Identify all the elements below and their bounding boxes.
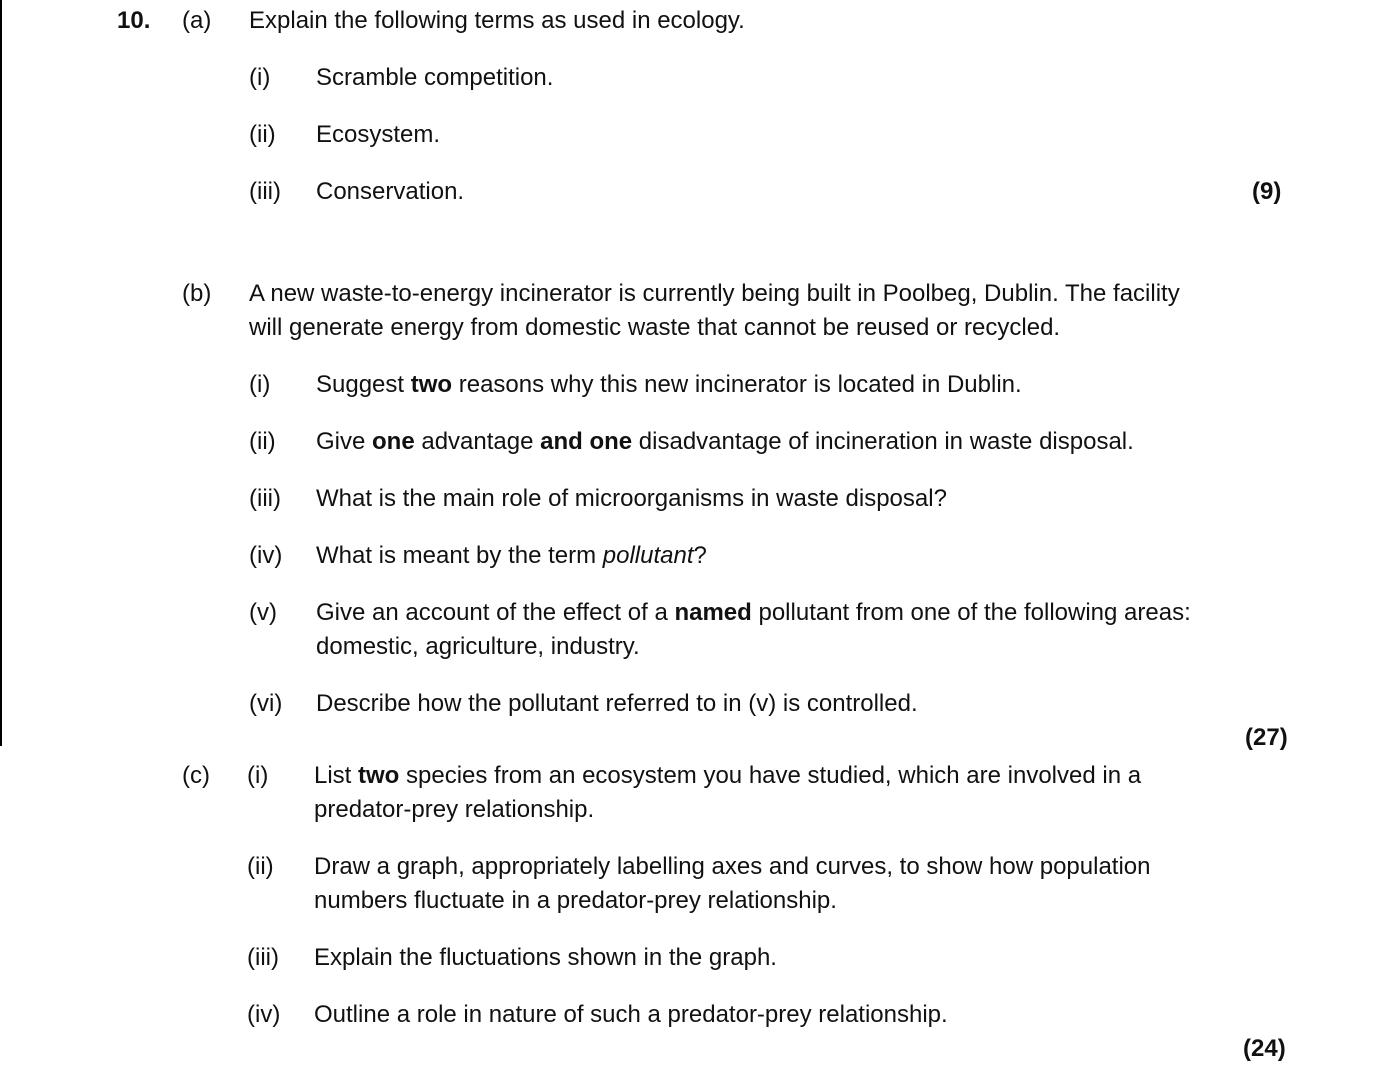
question-number: 10. (117, 7, 151, 34)
part-b-stem-line2: will generate energy from domestic waste that cannot be reused or recycled. (249, 314, 1061, 341)
part-b-i-num: (i) (249, 371, 271, 398)
part-a-label: (a) (182, 7, 212, 34)
part-b-iv-num: (iv) (249, 542, 283, 569)
part-c-i-text: List two species from an ecosystem you have studied, which are involved in a (314, 762, 1142, 789)
part-c-ii-line1: Draw a graph, appropriately labelling axes and curves, to show how population (314, 853, 1151, 880)
part-b-ii-text: Give one advantage and one disadvantage of incineration in waste disposal. (316, 428, 1134, 455)
part-c-marks: (24) (1243, 1035, 1286, 1062)
part-b-label: (b) (182, 280, 212, 307)
part-c-ii-num: (ii) (247, 853, 274, 880)
part-c-iii-text: Explain the fluctuations shown in the graph. (314, 944, 777, 971)
part-b-v-num: (v) (249, 599, 277, 626)
part-b-iii-text: What is the main role of microorganisms in waste disposal? (316, 485, 947, 512)
part-c-i-num: (i) (247, 762, 269, 789)
part-a-item-1-num: (i) (249, 64, 271, 91)
part-c-i-line2: predator-prey relationship. (314, 796, 595, 823)
part-b-i-text: Suggest two reasons why this new incinerator is located in Dublin. (316, 371, 1022, 398)
part-c-iii-num: (iii) (247, 944, 279, 971)
part-b-vi-text: Describe how the pollutant referred to in (v) is controlled. (316, 690, 918, 717)
margin-line (0, 0, 2, 746)
part-b-stem-line1: A new waste-to-energy incinerator is currently being built in Poolbeg, Dublin. The facility (249, 280, 1180, 307)
part-a-stem: Explain the following terms as used in ecology. (249, 7, 745, 34)
part-a-marks: (9) (1252, 178, 1282, 205)
part-a-item-1-text: Scramble competition. (316, 64, 554, 91)
part-b-iv-text: What is meant by the term pollutant? (316, 542, 707, 569)
part-c-ii-line2: numbers fluctuate in a predator-prey relationship. (314, 887, 837, 914)
part-c-label: (c) (182, 762, 210, 789)
part-a-item-2-num: (ii) (249, 121, 276, 148)
part-a-item-3-num: (iii) (249, 178, 281, 205)
part-b-v-line2: domestic, agriculture, industry. (316, 633, 640, 660)
part-a-item-3-text: Conservation. (316, 178, 465, 205)
part-b-vi-num: (vi) (249, 690, 283, 717)
part-b-iii-num: (iii) (249, 485, 281, 512)
part-b-marks: (27) (1245, 724, 1288, 751)
part-c-iv-text: Outline a role in nature of such a predator-prey relationship. (314, 1001, 948, 1028)
part-c-iv-num: (iv) (247, 1001, 281, 1028)
part-b-ii-num: (ii) (249, 428, 276, 455)
part-a-item-2-text: Ecosystem. (316, 121, 441, 148)
part-b-v-text: Give an account of the effect of a named pollutant from one of the following areas: (316, 599, 1191, 626)
